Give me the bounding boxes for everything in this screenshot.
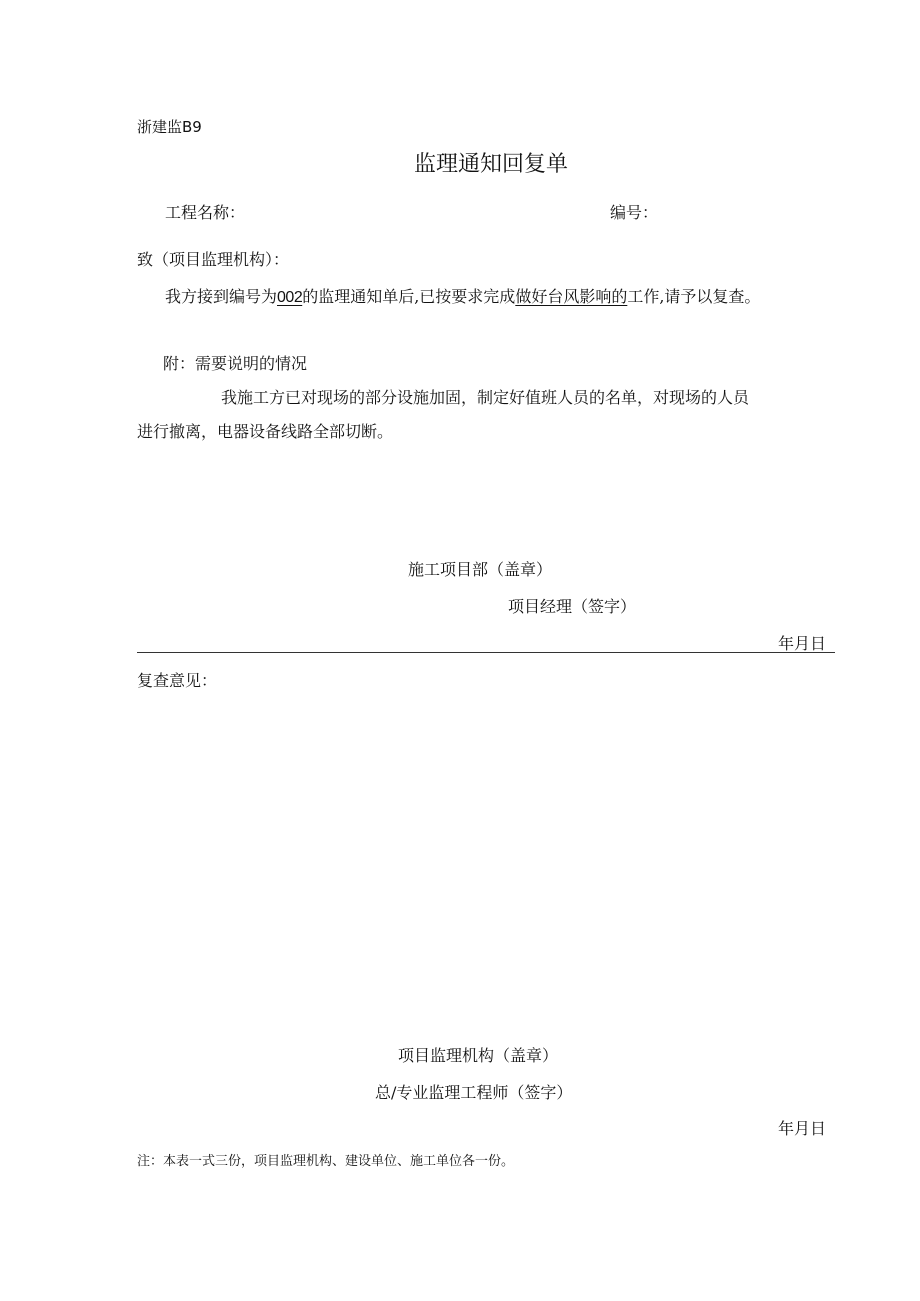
supervising-engineer-signature: 总/专业监理工程师（签字） bbox=[375, 1083, 573, 1102]
attachment-line-2: 进行撤离，电器设备线路全部切断。 bbox=[137, 422, 394, 441]
contractor-date: 年月日 bbox=[778, 634, 827, 653]
supervisor-organization-seal: 项目监理机构（盖章） bbox=[398, 1046, 559, 1065]
notice-number: 002 bbox=[277, 289, 303, 306]
attachment-description bbox=[137, 381, 837, 449]
section-divider bbox=[137, 652, 835, 653]
addressee: 致（项目监理机构）： bbox=[137, 250, 290, 269]
contractor-department-seal: 施工项目部（盖章） bbox=[408, 560, 553, 579]
reply-suffix: 工作,请予以复查。 bbox=[627, 287, 761, 306]
reply-statement bbox=[165, 284, 760, 307]
reply-task: 做好台风影响的 bbox=[515, 287, 628, 306]
project-name-label: 工程名称： bbox=[165, 203, 246, 222]
form-code: 浙建监B9 bbox=[137, 118, 202, 136]
attachment-label: 附：需要说明的情况 bbox=[163, 354, 308, 373]
footnote: 注：本表一式三份，项目监理机构、建设单位、施工单位各一份。 bbox=[137, 1154, 515, 1169]
review-opinion-label: 复查意见： bbox=[137, 671, 218, 690]
reply-middle: 的监理通知单后,已按要求完成 bbox=[302, 287, 516, 306]
project-manager-signature: 项目经理（签字） bbox=[508, 597, 637, 616]
page-title: 监理通知回复单 bbox=[413, 152, 568, 177]
supervisor-date: 年月日 bbox=[778, 1119, 827, 1138]
reply-prefix: 我方接到编号为 bbox=[165, 287, 278, 306]
number-label: 编号： bbox=[610, 203, 659, 222]
attachment-line-1: 我施工方已对现场的部分设施加固，制定好值班人员的名单，对现场的人员 bbox=[221, 388, 750, 407]
